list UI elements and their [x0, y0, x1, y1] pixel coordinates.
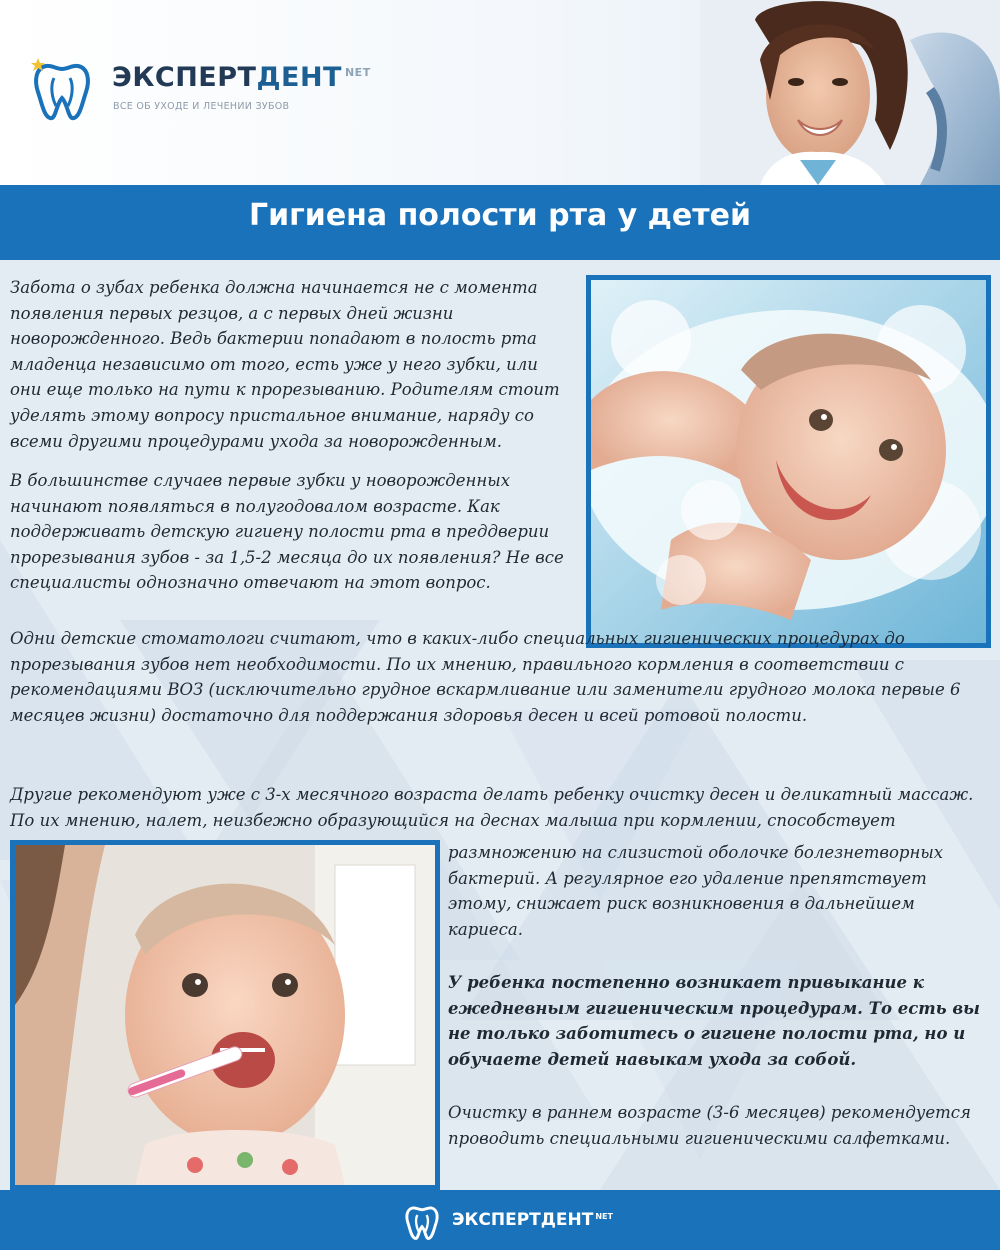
paragraph-3: Одни детские стоматологи считают, что в каких-либо специальных гигиенических процедурах до прорезывания зубов нет необходимости. По их мнению, правильного кормления в соответствии с рекомендациями ВОЗ (исключительно грудное вскармливание или заменители грудного молока первые 6 месяцев жизни) достаточно для поддержания здоровья десен и всей ротовой полости.	[10, 629, 961, 725]
header	[0, 0, 1000, 185]
paragraph-2: В большинстве случаев первые зубки у новорожденных начинают появляться в полугодовалом возрасте. Как поддерживать детскую гигиену полости рта в преддверии прорезывания зубов - за 1,5-2 месяца до их появления? Не все специалисты однозначно отвечают на этот вопрос.	[10, 471, 564, 593]
brand-name: ЭКСПЕРТДЕНТ $^{NET}$	[112, 62, 371, 93]
paragraph-5: размножению на слизистой оболочке болезнетворных бактерий. А регулярное его удаление препятствует этому, снижает риск возникновения в дальнейшем кариеса.	[448, 843, 944, 939]
tooth-logo-icon	[26, 54, 98, 126]
article-body	[0, 260, 1000, 1190]
paragraph-6	[448, 970, 990, 1072]
page-title: Гигиена полости рта у детей	[248, 198, 752, 233]
paragraph-4: Другие рекомендуют уже с 3-х месячного возраста делать ребенку очистку десен и деликатный массаж. По их мнению, налет, неизбежно образующийся на деснах малыша при кормлении, способствует	[10, 785, 974, 830]
tooth-footer-icon	[401, 1201, 443, 1243]
baby-toothbrush-photo	[10, 840, 440, 1190]
paragraph-7: Очистку в раннем возрасте (3-6 месяцев) рекомендуется проводить специальными гигиеническими салфетками.	[448, 1103, 971, 1148]
tagline: ВСЕ ОБ УХОДЕ И ЛЕЧЕНИИ ЗУБОВ	[113, 101, 290, 112]
paragraph-6-bold: У ребенка постепенно возникает привыкание к ежедневным гигиеническим процедурам. То есть вы не только заботитесь о гигиене полости рта, но и обучаете детей навыкам ухода за собой.	[448, 973, 980, 1069]
paragraph-1: Забота о зубах ребенка должна начинается не с момента появления первых резцов, а с первых дней жизни новорожденного. Ведь бактерии попадают в полость рта младенца независимо от того, есть уже у него зубки, или они еще только на пути к прорезыванию. Родителям стоит уделять этому вопросу пристальное внимание, наряду со всеми другими процедурами ухода за новорожденным.	[10, 278, 560, 451]
baby-bath-photo	[586, 275, 991, 648]
footer-brand: ЭКСПЕРТДЕНТ $^{NET}$	[452, 1210, 613, 1230]
dentist-woman-photo	[700, 0, 1000, 185]
